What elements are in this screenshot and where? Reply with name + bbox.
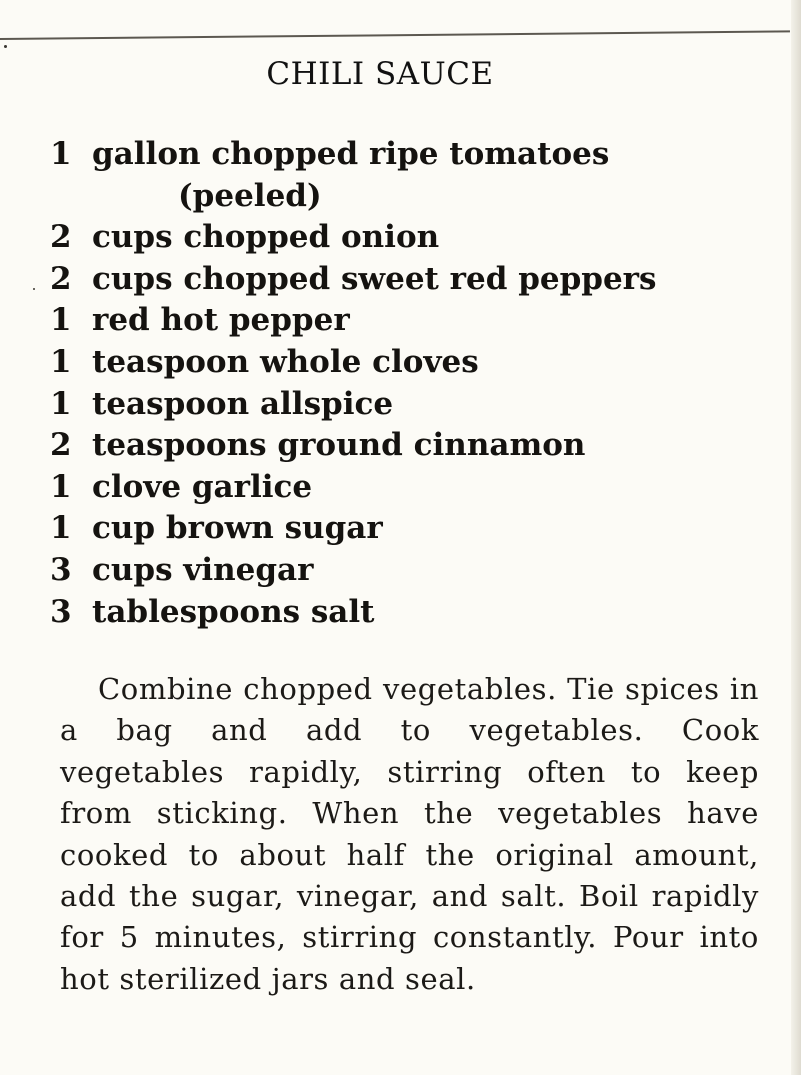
ingredient-line bbox=[50, 134, 770, 176]
scan-speck bbox=[33, 288, 35, 290]
ingredient-text: cups vinegar bbox=[92, 551, 314, 588]
ingredient-quantity: 2 bbox=[50, 260, 72, 297]
ingredient-text: teaspoons ground cinnamon bbox=[92, 427, 586, 464]
ingredient-quantity: 3 bbox=[50, 551, 72, 588]
ingredient-line bbox=[50, 467, 770, 509]
recipe-title: CHILI SAUCE bbox=[266, 56, 494, 92]
ingredient-line bbox=[50, 425, 770, 467]
method-paragraph: Combine chopped vegetables. Tie spices in a bag and add to vegetables. Cook vegetables rapidly, stirring often to keep from sticking. When the vegetables have cooked to about half the original amount, add the sugar, vinegar, and salt. Boil rapidly for 5 minutes, stirring constantly. Pour into hot sterilized jars and seal. bbox=[60, 672, 759, 996]
ingredient-quantity: 1 bbox=[50, 468, 72, 505]
ingredient-text: clove garlice bbox=[92, 468, 313, 505]
ingredient-line bbox=[50, 592, 770, 634]
ingredient-text: gallon chopped ripe tomatoes bbox=[92, 136, 610, 172]
ingredient-quantity: 1 bbox=[50, 136, 72, 172]
ingredient-quantity: 2 bbox=[50, 427, 72, 464]
ingredient-text: (peeled) bbox=[178, 177, 322, 214]
scan-speck bbox=[4, 45, 7, 48]
ingredient-line bbox=[50, 384, 770, 426]
ingredient-line bbox=[50, 259, 770, 301]
ingredient-list bbox=[50, 134, 770, 633]
ingredient-quantity: 1 bbox=[50, 302, 72, 339]
ingredient-text: teaspoon whole cloves bbox=[92, 343, 479, 380]
ingredient-text: cups chopped onion bbox=[92, 219, 440, 256]
ingredient-line bbox=[50, 508, 770, 550]
ingredient-text: cups chopped sweet red peppers bbox=[92, 260, 657, 297]
ingredient-quantity: 1 bbox=[50, 343, 72, 380]
ingredient-line bbox=[50, 217, 770, 259]
page-edge-shadow bbox=[791, 0, 801, 1075]
ingredient-line bbox=[50, 342, 770, 384]
ingredient-quantity: 3 bbox=[50, 593, 72, 630]
ingredient-text: teaspoon allspice bbox=[92, 385, 394, 422]
top-rule bbox=[0, 30, 790, 40]
ingredient-quantity: 1 bbox=[50, 510, 72, 547]
ingredient-text: cup brown sugar bbox=[92, 510, 383, 547]
ingredient-quantity: 1 bbox=[50, 385, 72, 422]
ingredient-line bbox=[50, 300, 770, 342]
ingredient-line-continuation bbox=[50, 176, 770, 218]
ingredient-text: red hot pepper bbox=[92, 302, 350, 339]
ingredient-line bbox=[50, 550, 770, 592]
ingredient-text: tablespoons salt bbox=[92, 593, 375, 630]
ingredient-quantity: 2 bbox=[50, 219, 72, 256]
